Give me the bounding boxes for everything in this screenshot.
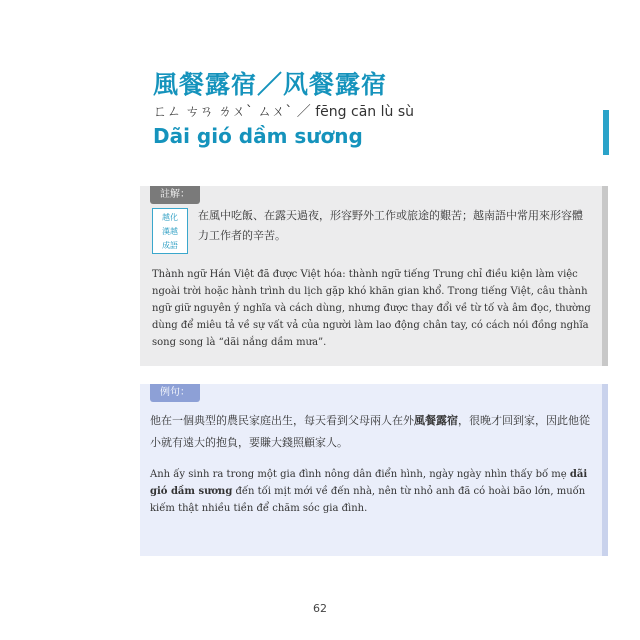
entry-header	[153, 70, 583, 148]
notes-vietnamese-text: Thành ngữ Hán Việt đã được Việt hóa: thành ngữ tiếng Trung chỉ điều kiện làm việc ngoài trời hoặc hành trình du lịch gặp khó khăn gian khổ. Trong tiếng Việt, câu thành ngữ giữ nguyên ý nghĩa và cách dùng, nhưng được thay đổi về từ tố và âm đọc, thường dùng để miêu tả về sự vất vả của người làm lao động chân tay, có cách nói đồng nghĩa song song là “dãi nắng dầm mưa”.	[152, 269, 591, 348]
notes-chinese-text: 在風中吃飯、在露天過夜，形容野外工作或旅途的艱苦；越南語中常用來形容體力工作者的辛苦。	[198, 209, 583, 242]
entry-title-chinese: 風餐露宿／风餐露宿	[153, 70, 388, 99]
example-vn-idiom: dãi gió dầm sương	[150, 469, 588, 497]
page-number: 62	[313, 602, 327, 615]
example-vn-after: đến tối mịt mới về đến nhà, nên từ nhỏ anh đã có hoài bão lớn, muốn kiếm thật nhiều tiền để chăm sóc gia đình.	[150, 486, 586, 514]
category-badge	[152, 208, 188, 254]
notes-tag: 註解：	[150, 186, 200, 204]
example-tag: 例句：	[150, 384, 200, 402]
example-cn-idiom: 風餐露宿	[414, 414, 458, 427]
badge-line: 越化	[162, 213, 178, 222]
example-cn-before: 他在一個典型的農民家庭出生，每天看到父母兩人在外	[150, 414, 414, 427]
example-vietnamese-sentence	[150, 466, 595, 517]
example-panel	[140, 384, 608, 556]
badge-line: 漢越	[162, 227, 178, 236]
example-cn-after: ，很晚才回到家，因此他從小就有遠大的抱負，要賺大錢照顧家人。	[150, 414, 590, 449]
entry-title-vietnamese: Dãi gió dầm sương	[153, 124, 363, 148]
badge-line: 成語	[162, 241, 178, 250]
edge-tab-marker	[603, 110, 609, 155]
example-vn-before: Anh ấy sinh ra trong một gia đình nông dân điển hình, ngày ngày nhìn thấy bố mẹ	[150, 469, 570, 480]
example-chinese-sentence	[150, 410, 595, 454]
entry-pronunciation: ㄈㄥ ㄘㄢ ㄌㄨˋ ㄙㄨˋ ／ fēng cān lù sù	[153, 104, 414, 120]
notes-panel	[140, 186, 608, 366]
